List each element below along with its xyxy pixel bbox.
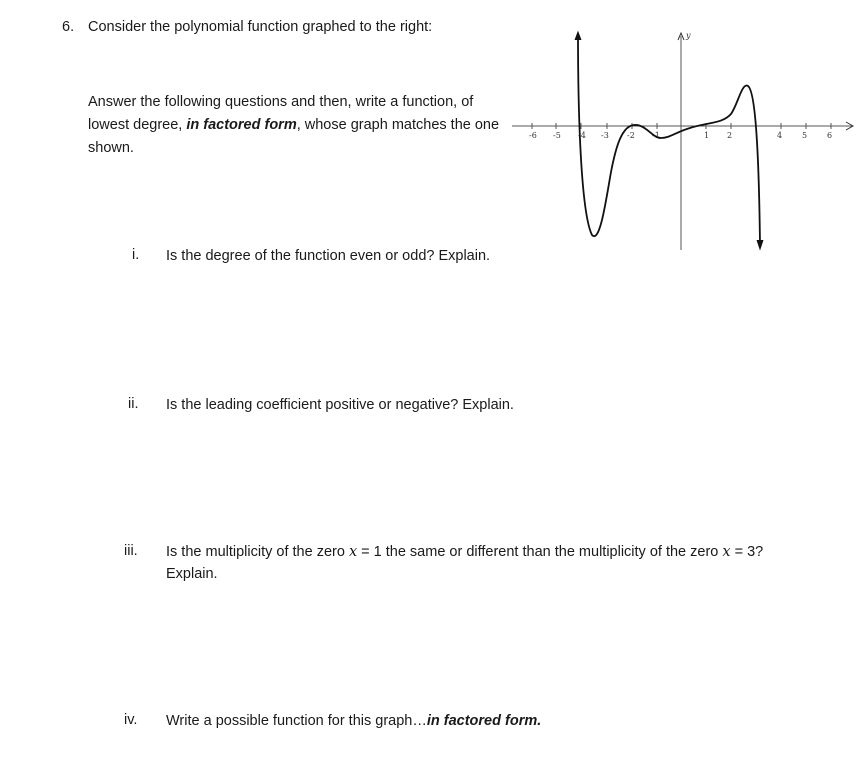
curve-end-arrow-right [757,240,763,249]
instructions-emphasis: in factored form [186,117,297,133]
tick-label: 4 [777,131,783,140]
subquestion-iv-emphasis: in factored form. [426,713,542,729]
tick-label: -2 [627,131,635,140]
tick-label: -5 [553,131,561,140]
subquestion-iii-text-line2: Explain. [166,566,218,582]
curve-end-arrow-left [575,32,581,40]
subquestion-number-iv: iv. [124,712,138,728]
subquestion-text-iii [166,541,763,585]
instructions-text-end: , whose graph matches the one shown. [88,117,500,156]
question-prompt: Consider the polynomial function graphed to the right: [88,19,433,35]
subquestion-iii-text-a: Is the multiplicity of the zero [166,544,349,560]
tick-label: -3 [601,131,609,140]
subquestion-text-i: Is the degree of the function even or odd? Explain. [166,248,491,264]
tick-label: 6 [827,131,833,140]
question-number: 6. [62,19,75,35]
subquestion-number-ii: ii. [128,396,139,412]
tick-label: -6 [529,131,537,140]
subquestion-iii-text-b: = 1 the same or different than the multiplicity of the zero [357,544,723,560]
instructions-text: Answer the following questions and then, write a function, of lowest degree, [88,94,474,133]
tick-label: -4 [578,131,586,140]
y-axis-label: y [686,31,691,40]
tick-label: 5 [802,131,808,140]
subquestion-iv-text: Write a possible function for this graph… [166,713,427,729]
subquestion-number-i: i. [132,247,140,263]
subquestion-iii-text-c: = 3? [730,544,764,560]
subquestion-text-iv [166,710,541,732]
subquestion-text-ii: Is the leading coefficient positive or negative? Explain. [166,397,514,413]
math-variable-x: x [722,544,731,560]
tick-label: 2 [727,131,733,140]
tick-label: 1 [704,131,710,140]
tick-label: -1 [652,131,660,140]
subquestion-number-iii: iii. [124,543,138,559]
math-variable-x: x [348,544,358,560]
